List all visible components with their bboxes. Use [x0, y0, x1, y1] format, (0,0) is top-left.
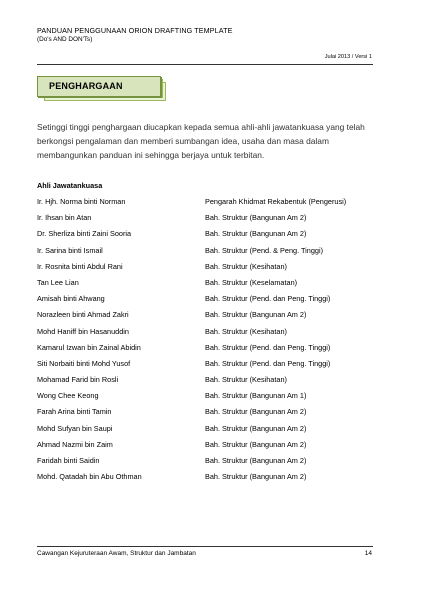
- list-item: [37, 278, 377, 294]
- member-name: Mohd Sufyan bin Saupi: [37, 423, 113, 433]
- member-role: Bah. Struktur (Bangunan Am 2): [205, 439, 307, 449]
- member-name: Ir. Sarina binti Ismail: [37, 245, 103, 255]
- list-item: [37, 213, 377, 229]
- member-role: Bah. Struktur (Pend. dan Peng. Tinggi): [205, 342, 331, 352]
- member-name: Ir. Rosnita binti Abdul Rani: [37, 261, 123, 271]
- member-name: Ir. Hjh. Norma binti Norman: [37, 197, 126, 206]
- section-heading: PENGHARGAAN: [49, 81, 123, 91]
- list-item: [37, 391, 377, 407]
- member-role: Bah. Struktur (Keselamatan): [205, 277, 298, 287]
- document-title: PANDUAN PENGGUNAAN ORION DRAFTING TEMPLATE: [37, 26, 233, 35]
- list-item: [37, 310, 377, 326]
- page-number: 14: [364, 550, 372, 557]
- member-name: Ahmad Nazmi bin Zaim: [37, 439, 113, 449]
- member-name: Kamarul Izwan bin Zainal Abidin: [37, 342, 141, 352]
- member-name: Faridah binti Saidin: [37, 456, 100, 465]
- section-heading-tab: [37, 76, 161, 97]
- list-item: [37, 472, 377, 488]
- list-item: [37, 246, 377, 262]
- member-role: Bah. Struktur (Bangunan Am 2): [205, 229, 307, 239]
- member-role: Bah. Struktur (Pend. dan Peng. Tinggi): [205, 294, 331, 304]
- list-item: [37, 262, 377, 278]
- member-name: Ir. Ihsan bin Atan: [37, 213, 92, 223]
- member-role: Bah. Struktur (Kesihatan): [205, 261, 287, 271]
- member-name: Dr. Sherliza binti Zaini Sooria: [37, 229, 132, 239]
- member-role: Bah. Struktur (Bangunan Am 2): [205, 472, 307, 482]
- intro-text: Setinggi tinggi penghargaan diucapkan kepada semua ahli-ahli jawatankuasa yang telah berkongsi pengalaman dan memberi sumbangan idea, usaha dan masa dalam membangunkan panduan ini sehingga berjaya untuk terbitan.: [37, 122, 365, 160]
- member-name: Siti Norbaiti binti Mohd Yusof: [37, 358, 131, 368]
- list-item: [37, 440, 377, 456]
- member-role: Bah. Struktur (Bangunan Am 2): [205, 310, 307, 320]
- list-item: [37, 375, 377, 391]
- member-role: Bah. Struktur (Kesihatan): [205, 375, 287, 385]
- member-name: Farah Arina binti Tamin: [37, 407, 112, 417]
- member-role: Bah. Struktur (Bangunan Am 2): [205, 407, 307, 417]
- member-name: Mohamad Farid bin Rosli: [37, 375, 119, 385]
- member-name: Tan Lee Lian: [37, 277, 79, 287]
- member-name: Norazleen binti Ahmad Zakri: [37, 310, 129, 320]
- footer-divider: [37, 546, 373, 547]
- list-item: [37, 424, 377, 440]
- list-item: [37, 294, 377, 310]
- list-item: [37, 456, 377, 472]
- member-role: Bah. Struktur (Bangunan Am 2): [205, 213, 307, 223]
- list-item: [37, 359, 377, 375]
- member-role: Bah. Struktur (Bangunan Am 1): [205, 391, 307, 401]
- version-date: Julai 2013 / Versi 1: [324, 54, 372, 60]
- member-role: Bah. Struktur (Kesihatan): [205, 326, 287, 336]
- intro-paragraph: [37, 120, 370, 162]
- list-item: [37, 197, 377, 213]
- list-item: [37, 407, 377, 423]
- member-role: Bah. Struktur (Pend. & Peng. Tinggi): [205, 245, 324, 255]
- list-item: [37, 327, 377, 343]
- member-role: Bah. Struktur (Bangunan Am 2): [205, 423, 307, 433]
- member-role: Bah. Struktur (Bangunan Am 2): [205, 456, 307, 465]
- member-name: Mohd. Qatadah bin Abu Othman: [37, 472, 142, 482]
- footer-text: Cawangan Kejuruteraan Awam, Struktur dan Jambatan: [37, 550, 196, 557]
- list-item: [37, 343, 377, 359]
- member-role: Bah. Struktur (Pend. dan Peng. Tinggi): [205, 358, 331, 368]
- member-name: Mohd Haniff bin Hasanuddin: [37, 326, 129, 336]
- header-divider: [37, 64, 373, 65]
- document-subtitle: (Do's AND DON'Ts): [37, 36, 93, 43]
- committee-list: [37, 197, 377, 488]
- list-item: [37, 229, 377, 245]
- committee-title: Ahli Jawatankuasa: [37, 181, 103, 190]
- member-name: Amisah binti Ahwang: [37, 294, 105, 304]
- member-name: Wong Chee Keong: [37, 391, 99, 401]
- member-role: Pengarah Khidmat Rekabentuk (Pengerusi): [205, 197, 347, 206]
